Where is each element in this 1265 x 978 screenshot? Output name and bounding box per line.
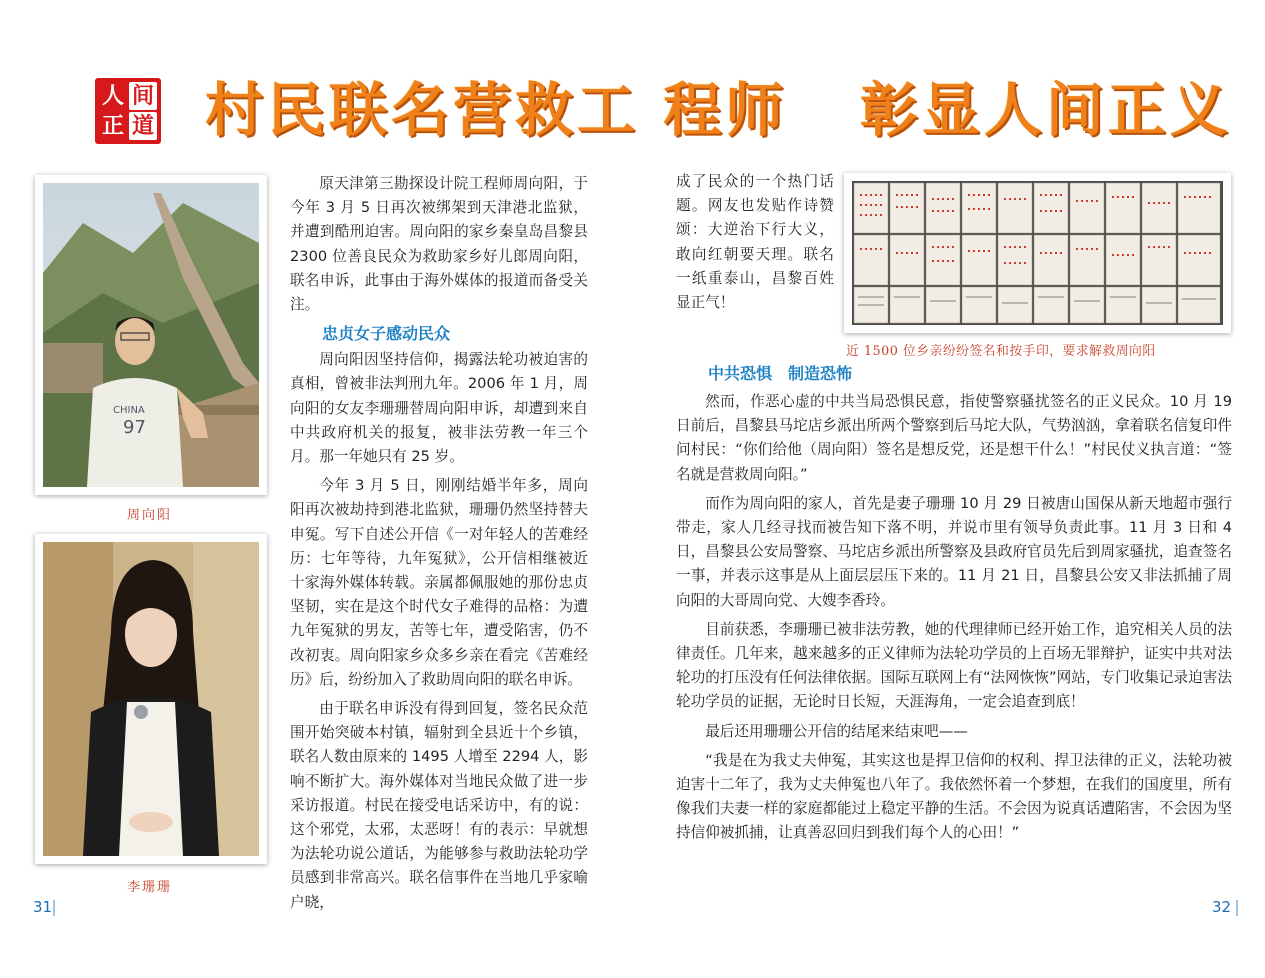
svg-text:97: 97 — [123, 417, 146, 438]
logo-char-4: 道 — [129, 112, 157, 140]
page-number-left: 31 — [33, 898, 53, 916]
photo-li-shanshan — [35, 534, 267, 864]
svg-text:CHINA: CHINA — [113, 405, 145, 416]
page-title: 村民联名营救工 程师 彰显人间正义 — [205, 76, 1232, 144]
column-logo — [95, 78, 161, 144]
paragraph: 然而，作恶心虚的中共当局恐惧民意，指使警察骚扰签名的正义民众。10 月 19 日前后，昌黎县马坨店乡派出所两个警察到后马坨大队，气势汹汹，拿着联名信复印件问村民：“你们给他（周向阳）签名是想反党，还是想干什么！”村民仗义执言道：“签名就是营救周向阳。” — [676, 393, 1232, 483]
logo-char-1: 人 — [99, 82, 127, 110]
great-wall-photo — [43, 183, 259, 487]
paragraph-intro: 原天津第三勘探设计院工程师周向阳，于今年 3 月 5 日再次被绑架到天津港北监狱，并遭到酷刑迫害。周向阳的家乡秦皇岛昌黎县 2300 位善良民众为救助家乡好儿郎周向阳，联名申诉，此事由于海外媒体的报道而备受关注。 — [290, 175, 588, 314]
subheading-ccp-fear: 中共恐惧 制造恐怖 — [708, 364, 853, 383]
photo-zhou-xiangyang — [35, 175, 267, 495]
paragraph: 周向阳因坚持信仰，揭露法轮功被迫害的真相，曾被非法判刑九年。2006 年 1 月，周向阳的女友李珊珊替周向阳申诉，却遭到来自中共政府机关的报复，被非法劳教一年三个月。那一年她只有 25 岁。 — [290, 351, 588, 466]
photo-caption-man: 周向阳 — [127, 508, 173, 523]
paragraph: 最后还用珊珊公开信的结尾来结束吧—— — [705, 722, 968, 740]
paragraph-quote: “我是在为我丈夫伸冤，其实这也是捍卫信仰的权利、捍卫法律的正义，法轮功被迫害十二年了，我为丈夫伸冤也八年了。我依然怀着一个梦想，在我们的国度里，所有像我们夫妻一样的家庭都能过上稳定平静的生活。不会因为说真话遭陷害，不会因为坚持信仰被抓捕，让真善忍回归到我们每个人的心田！” — [676, 751, 1232, 842]
subheading-loyal-woman: 忠贞女子感动民众 — [322, 324, 451, 344]
article-column-2 — [676, 170, 834, 320]
article-column-1 — [290, 172, 588, 920]
article-column-3 — [676, 362, 1232, 851]
paragraph: 目前获悉，李珊珊已被非法劳教，她的代理律师已经开始工作，追究相关人员的法律责任。几年来，越来越多的正义律师为法轮功学员的上百场无罪辩护，证实中共对法轮功的打压没有任何法律依据。国际互联网上有“法网恢恢”网站，专门收集记录迫害法轮功学员的证据，无论时日长短，天涯海角，一定会追查到底！ — [676, 620, 1232, 711]
paragraph: 而作为周向阳的家人，首先是妻子珊珊 10 月 29 日被唐山国保从新天地超市强行带走，家人几经寻找而被告知下落不明，并说市里有领导负责此事。11 月 3 日和 4 日，昌黎县公安局警察、马坨店乡派出所警察及县政府官员先后到周家骚扰，追查签名一事，并表示这事是从上面层层压下来的。11 月 21 日，昌黎县公安又非法抓捕了周向阳的大哥周向党、大嫂李香玲。 — [676, 494, 1232, 609]
logo-char-2: 间 — [129, 82, 157, 110]
logo-char-3: 正 — [99, 112, 127, 140]
page-number-right: 32 — [1212, 898, 1232, 916]
paragraph-continued: 成了民众的一个热门话题。网友也发贴作诗赞颂：大逆治下行大义，敢向红朝要天理。联名一纸重泰山，昌黎百姓显正气！ — [676, 173, 834, 312]
photo-caption-woman: 李珊珊 — [127, 880, 173, 895]
petition-documents-photo — [852, 181, 1223, 325]
paragraph: 由于联名申诉没有得到回复，签名民众范围开始突破本村镇，辐射到全县近十个乡镇，联名人数由原来的 1495 人增至 2294 人，影响不断扩大。海外媒体对当地民众做了进一步采访报道。村民在接受电话采访中，有的说：这个邪党，太邪，太恶呀！有的表示：早就想为法轮功说公道话，为能够参与救助法轮功学员感到非常高兴。联名信事件在当地几乎家喻户晓， — [290, 700, 588, 911]
photo-caption-petitions: 近 1500 位乡亲纷纷签名和按手印，要求解救周向阳 — [846, 344, 1156, 359]
paragraph: 今年 3 月 5 日，刚刚结婚半年多，周向阳再次被劫持到港北监狱，珊珊仍然坚持替夫申冤。写下自述公开信《一对年轻人的苦难经历：七年等待，九年冤狱》，公开信相继被近十家海外媒体转载。亲属都佩服她的那份忠贞坚韧，实在是这个时代女子难得的品格：为遭九年冤狱的男友，苦等七年，遭受陷害，仍不改初衷。周向阳家乡众多乡亲在看完《苦难经历》后，纷纷加入了救助周向阳的联名申诉。 — [290, 477, 588, 688]
photo-signed-petitions — [844, 173, 1231, 333]
portrait-photo — [43, 542, 259, 856]
